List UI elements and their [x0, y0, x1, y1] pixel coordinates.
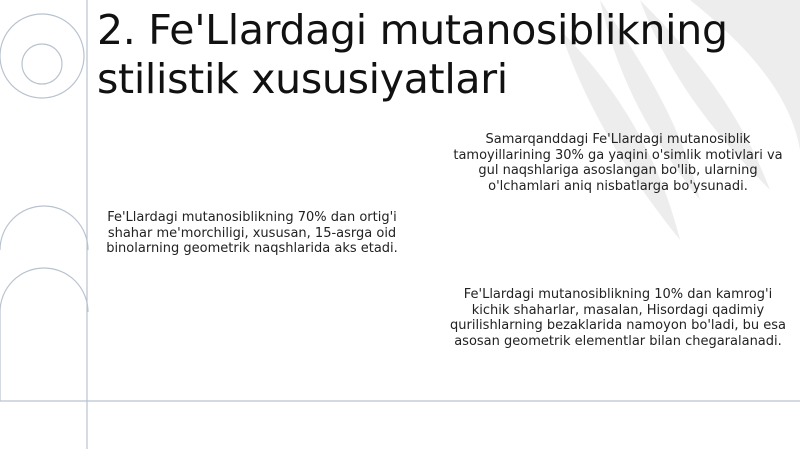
arch-decoration-lower — [0, 268, 88, 312]
small-circle-decoration — [22, 44, 62, 84]
paragraph-right-top: Samarqanddagi Fe'Llardagi mutanosiblik tamoyillarining 30% ga yaqini o'simlik motivlari va gul naqshlariga asoslangan bo'lib, ularning o'lchamlari aniq nisbatlarga bo'ysunadi. — [453, 132, 783, 194]
paragraph-left: Fe'Llardagi mutanosiblikning 70% dan ortig'i shahar me'morchiligi, xususan, 15-asrga oid binolarning geometrik naqshlarida aks etadi. — [106, 210, 398, 256]
arch-decoration-upper — [0, 206, 88, 250]
large-circle-decoration — [0, 14, 84, 98]
slide-title: 2. Fe'Llardagi mutanosiblikning stilistik xususiyatlari — [97, 6, 728, 103]
paragraph-right-bottom: Fe'Llardagi mutanosiblikning 10% dan kamrog'i kichik shaharlar, masalan, Hisordagi qadimiy qurilishlarning bezaklarida namoyon bo'ladi, bu esa asosan geometrik elementlar bilan chegaralanadi. — [450, 287, 786, 349]
